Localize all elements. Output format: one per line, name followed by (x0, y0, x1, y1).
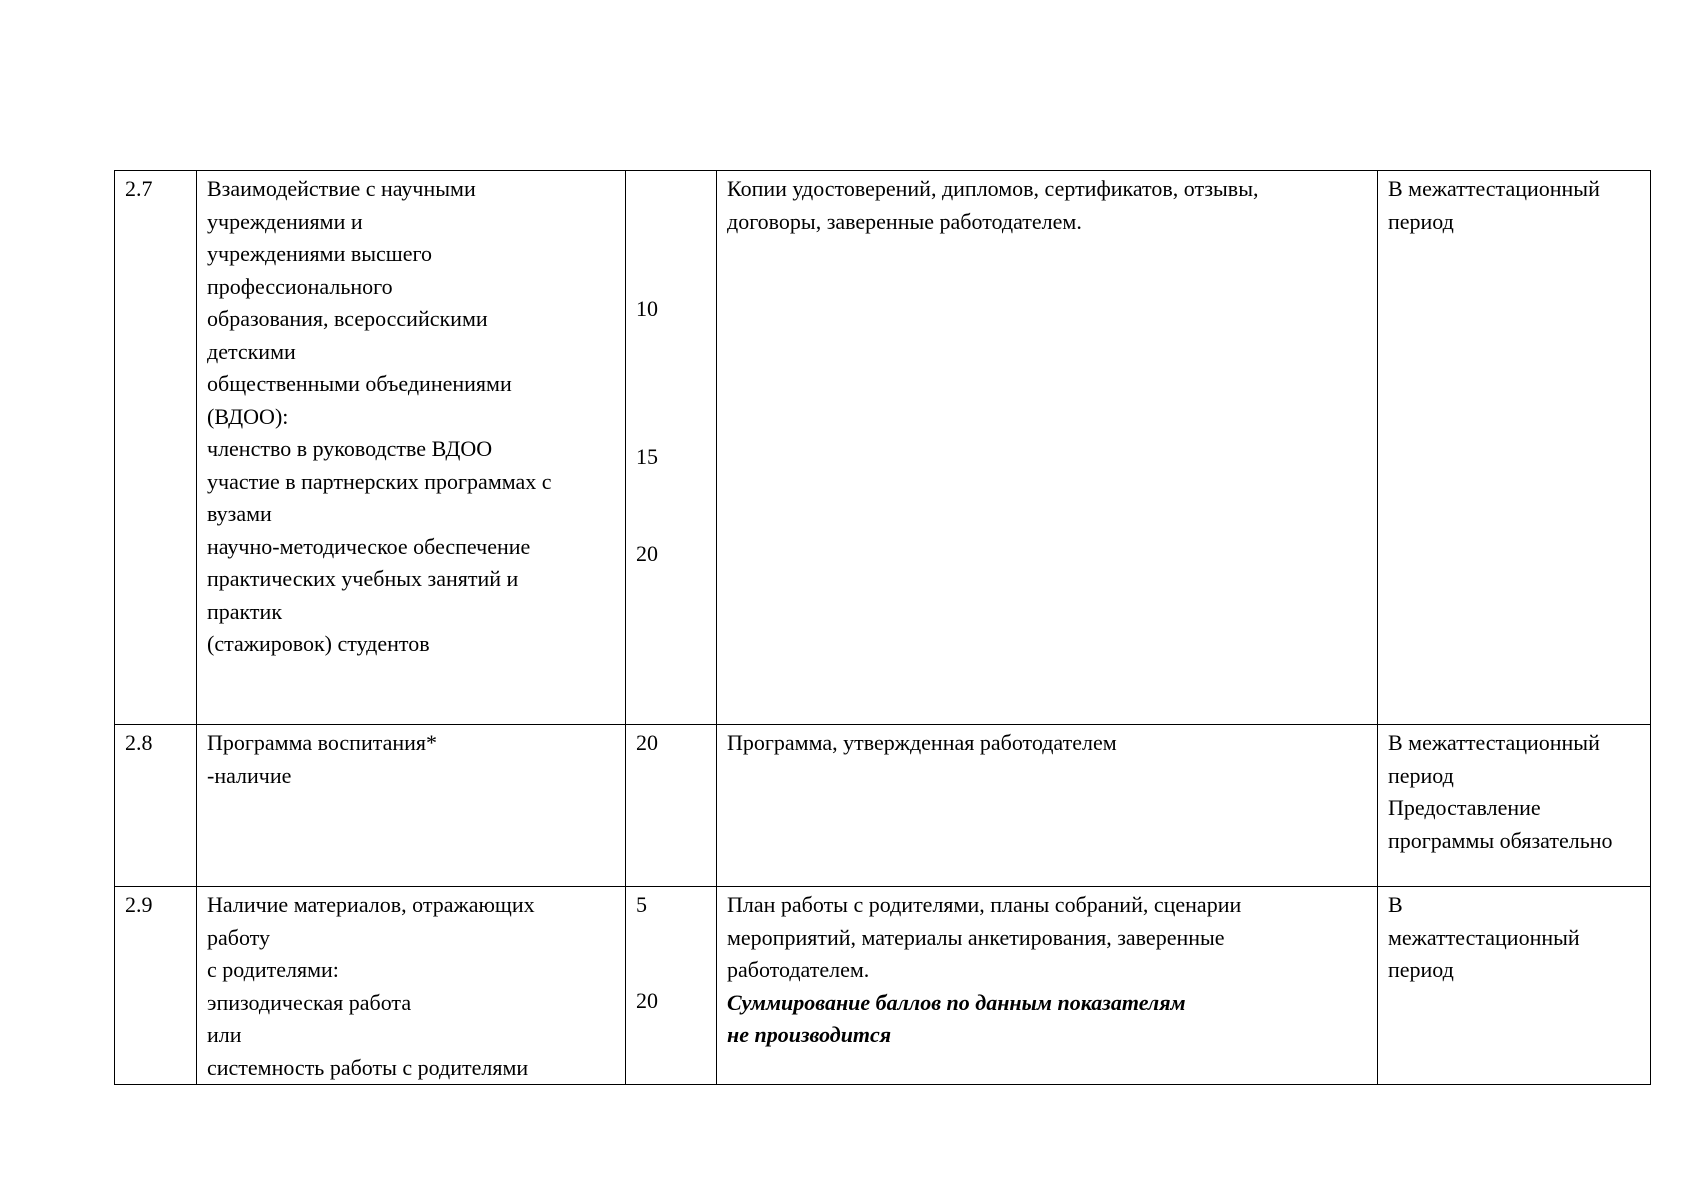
row-number-cell (115, 887, 197, 1085)
documents-line: работодателем. (727, 957, 870, 982)
criterion-line: (ВДОО): (207, 403, 289, 429)
row-number-cell (115, 725, 197, 887)
period-line: период (1388, 208, 1454, 234)
criterion-line: с родителями: (207, 957, 339, 982)
criteria-table (114, 170, 1651, 1085)
criterion-line: научно-методическое обеспечение (207, 533, 531, 559)
points-value: 10 (636, 295, 658, 321)
criterion-line: (стажировок) студентов (207, 631, 430, 656)
row-number: 2.8 (125, 730, 153, 755)
criterion-line: вузами (207, 501, 272, 526)
documents-line: мероприятий, материалы анкетирования, заверенные (727, 924, 1225, 950)
period-line: В межаттестационный (1388, 176, 1600, 201)
criterion-line: практик (207, 598, 283, 624)
criterion-line: -наличие (207, 762, 292, 788)
documents-line: договоры, заверенные работодателем. (727, 208, 1082, 234)
criterion-line: практических учебных занятий и (207, 566, 519, 591)
criterion-line: участие в партнерских программах с (207, 468, 552, 494)
period-line: Предоставление (1388, 795, 1541, 820)
documents-note-line: Суммирование баллов по данным показателям (727, 989, 1186, 1015)
criterion-line: или (207, 1022, 242, 1047)
documents-cell (717, 725, 1378, 887)
points-cell (626, 887, 717, 1085)
points-value: 20 (636, 988, 658, 1013)
criterion-line: Взаимодействие с научными (207, 176, 476, 201)
points-value: 15 (636, 443, 658, 469)
criterion-line: работу (207, 924, 270, 950)
criterion-line: учреждениями высшего (207, 241, 432, 266)
points-cell (626, 725, 717, 887)
documents-line: План работы с родителями, планы собраний, сценарии (727, 892, 1242, 917)
period-cell (1378, 725, 1651, 887)
criterion-line: Наличие материалов, отражающих (207, 892, 535, 917)
period-line: период (1388, 762, 1454, 788)
period-line: программы обязательно (1388, 827, 1613, 853)
row-number: 2.7 (125, 176, 153, 201)
criterion-line: образования, всероссийскими (207, 306, 488, 331)
criterion-line: эпизодическая работа (207, 989, 412, 1015)
points-cell (626, 171, 717, 725)
documents-cell (717, 887, 1378, 1085)
table-row (115, 171, 1651, 725)
points-value: 20 (636, 730, 658, 755)
period-line: В межаттестационный (1388, 730, 1600, 755)
period-line: межаттестационный (1388, 924, 1580, 950)
documents-note-line: не производится (727, 1022, 892, 1047)
table-row (115, 725, 1651, 887)
period-line: В (1388, 892, 1403, 917)
points-value: 20 (636, 540, 658, 566)
criterion-line: системность работы с родителями (207, 1054, 529, 1080)
table-row (115, 887, 1651, 1085)
criterion-line: учреждениями и (207, 208, 363, 234)
points-value: 5 (636, 892, 647, 917)
criterion-line: Программа воспитания* (207, 730, 438, 755)
documents-line: Копии удостоверений, дипломов, сертификатов, отзывы, (727, 176, 1259, 201)
criterion-line: детскими (207, 338, 296, 364)
row-number-cell (115, 171, 197, 725)
criterion-name-cell (197, 725, 626, 887)
criterion-line: профессионального (207, 273, 393, 299)
documents-line: Программа, утвержденная работодателем (727, 730, 1117, 755)
period-cell (1378, 171, 1651, 725)
row-number: 2.9 (125, 892, 153, 917)
criterion-line: общественными объединениями (207, 371, 512, 396)
criterion-line: членство в руководстве ВДОО (207, 436, 493, 461)
criterion-name-cell (197, 887, 626, 1085)
criterion-name-cell (197, 171, 626, 725)
period-line: период (1388, 957, 1454, 982)
period-cell (1378, 887, 1651, 1085)
documents-cell (717, 171, 1378, 725)
